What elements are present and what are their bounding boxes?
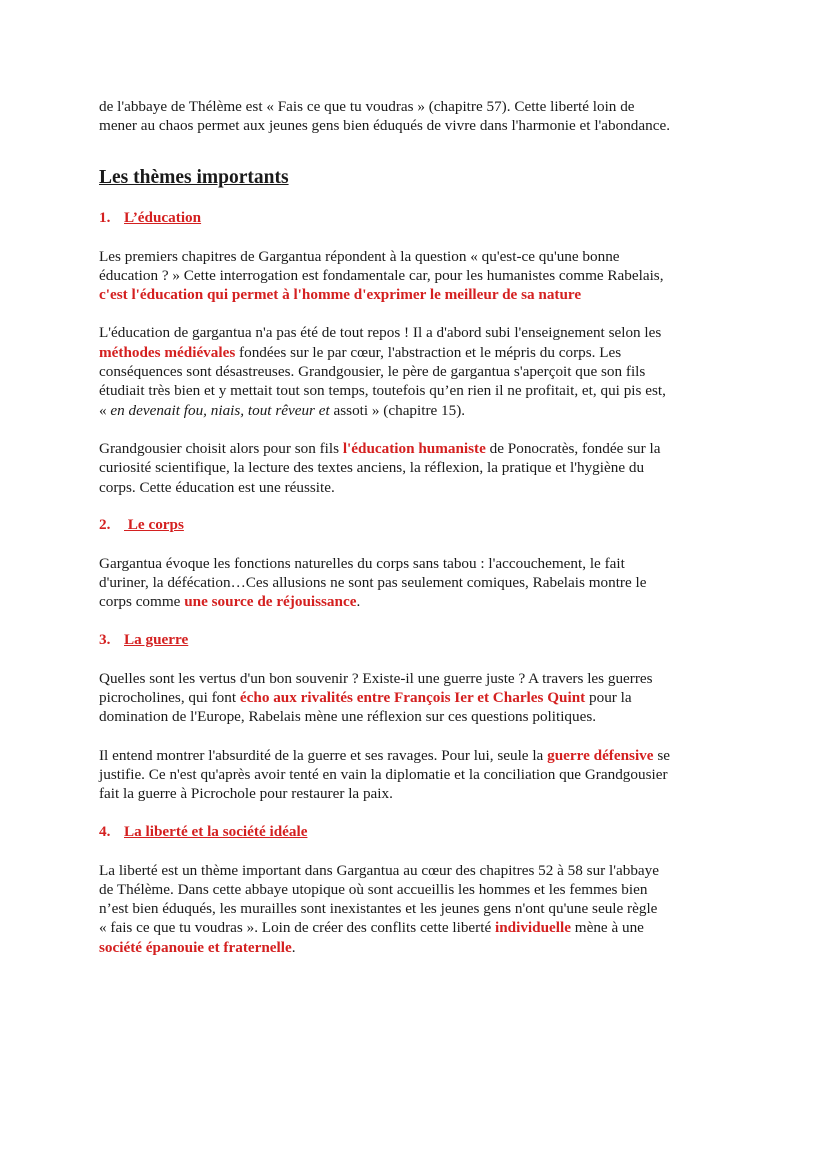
text-line: .: [356, 593, 361, 611]
text-line: pour la: [585, 689, 632, 707]
highlighted-text: méthodes médiévales: [99, 343, 236, 361]
text-line: L'éducation de gargantua n'a pas été de tout repos ! Il a d'abord subi l'enseignement selon les: [99, 324, 662, 342]
highlighted-text: une source de réjouissance: [184, 593, 357, 611]
text-line: corps comme: [99, 593, 185, 611]
text-line: conséquences sont désastreuses. Grandgousier, le père de gargantua s'aperçoit que son fils: [99, 363, 646, 381]
paragraph: [99, 669, 739, 727]
text-line: Quelles sont les vertus d'un bon souvenir ? Existe-il une guerre juste ? A travers les guerres: [99, 669, 653, 687]
section-heading-liberty: [99, 822, 739, 841]
text-line: n’est bien éduqués, les murailles sont inexistantes et les jeunes gens n'ont qu'une seule règle: [99, 900, 658, 918]
highlighted-text: écho aux rivalités entre François Ier et Charles Quint: [239, 689, 586, 707]
section-number: 1.: [99, 208, 111, 226]
paragraph: [99, 247, 739, 305]
highlighted-text: l'éducation humaniste: [342, 439, 486, 457]
text-line: éducation ? » Cette interrogation est fondamentale car, pour les humanistes comme Rabelais,: [99, 266, 664, 284]
text-line: mener au chaos permet aux jeunes gens bien éduqués de vivre dans l'harmonie et l'abondance.: [99, 117, 670, 135]
paragraph: [99, 323, 739, 419]
text-line: se: [653, 746, 670, 764]
intro-paragraph: [99, 97, 739, 136]
section-heading-body: [99, 515, 739, 534]
text-line: fait la guerre à Picrochole pour restaurer la paix.: [99, 785, 393, 803]
main-title: Les thèmes importants: [99, 166, 289, 188]
text-line: picrocholines, qui font: [99, 689, 240, 707]
section-number: 3.: [99, 630, 111, 648]
paragraph: [99, 554, 739, 612]
paragraph: [99, 746, 739, 804]
section-number: 2.: [99, 515, 111, 533]
text-line: de Thélème. Dans cette abbaye utopique où sont accueillis les hommes et les femmes bien: [99, 880, 648, 898]
text-line: d'uriner, la défécation…Ces allusions ne sont pas seulement comiques, Rabelais montre le: [99, 574, 647, 592]
text-line: mène à une: [570, 919, 644, 937]
text-line: «: [99, 401, 111, 419]
section-title: Le corps: [124, 515, 184, 533]
text-line: Gargantua évoque les fonctions naturelles du corps sans tabou : l'accouchement, le fait: [99, 554, 625, 572]
text-line: .: [291, 938, 296, 956]
text-line: assoti » (chapitre 15).: [329, 401, 466, 419]
text-line: La liberté est un thème important dans Gargantua au cœur des chapitres 52 à 58 sur l'abbaye: [99, 861, 659, 879]
section-title: L’éducation: [124, 208, 202, 226]
paragraph: [99, 861, 739, 957]
highlighted-text: c'est l'éducation qui permet à l'homme d'exprimer le meilleur de sa nature: [99, 286, 582, 304]
text-line: « fais ce que tu voudras ». Loin de créer des conflits cette liberté: [99, 919, 495, 937]
document-page: [99, 97, 739, 957]
section-title: La liberté et la société idéale: [124, 822, 308, 840]
section-heading-education: [99, 208, 739, 227]
text-line: Les premiers chapitres de Gargantua répondent à la question « qu'est-ce qu'une bonne: [99, 247, 620, 265]
text-line: Il entend montrer l'absurdité de la guerre et ses ravages. Pour lui, seule la: [99, 746, 548, 764]
highlighted-text: société épanouie et fraternelle: [99, 938, 292, 956]
text-line: étudiait très bien et y mettait tout son temps, toutefois qu’en rien il ne profitait, et, qui pis est,: [99, 382, 666, 400]
highlighted-text: individuelle: [495, 919, 571, 937]
text-line: de l'abbaye de Thélème est « Fais ce que tu voudras » (chapitre 57). Cette liberté loin de: [99, 98, 635, 115]
text-line: corps. Cette éducation est une réussite.: [99, 478, 335, 496]
text-line: Grandgousier choisit alors pour son fils: [99, 439, 343, 457]
section-heading-war: [99, 630, 739, 649]
highlighted-text: guerre défensive: [547, 746, 654, 764]
section-number: 4.: [99, 822, 111, 840]
text-line: curiosité scientifique, la lecture des textes anciens, la réflexion, la pratique et l'hygiène du: [99, 459, 645, 477]
text-line: justifie. Ce n'est qu'après avoir tenté en vain la diplomatie et la conciliation que Grandgousier: [99, 765, 668, 783]
section-title: La guerre: [124, 630, 189, 648]
paragraph: [99, 439, 739, 497]
text-line: domination de l'Europe, Rabelais mène une réflexion sur ces questions politiques.: [99, 708, 597, 726]
text-line: de Ponocratès, fondée sur la: [485, 439, 661, 457]
text-line: fondées sur le par cœur, l'abstraction et le mépris du corps. Les: [235, 343, 622, 361]
italic-quote: en devenait fou, niais, tout rêveur et: [110, 401, 330, 419]
